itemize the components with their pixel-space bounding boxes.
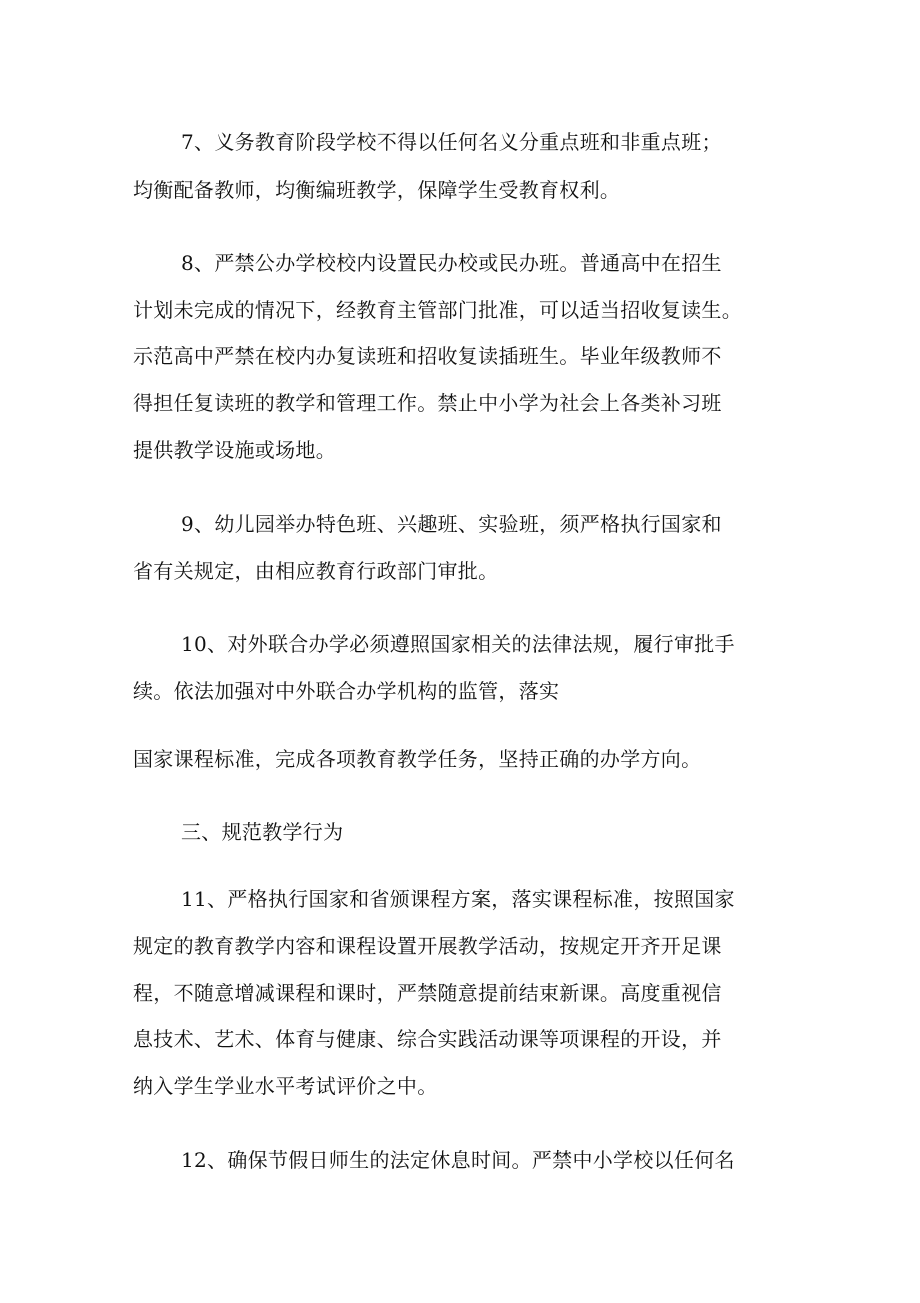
text-line: 程，不随意增减课程和课时，严禁随意提前结束新课。高度重视信 — [133, 981, 722, 1005]
text-line: 续。依法加强对中外联合办学机构的监管，落实 — [133, 679, 560, 703]
text-line: 8、严禁公办学校校内设置民办校或民办班。普通高中在招生 — [181, 251, 722, 275]
text-line: 11、严格执行国家和省颁课程方案，落实课程标准，按照国家 — [181, 887, 735, 911]
text-line: 均衡配备教师，均衡编班教学，保障学生受教育权利。 — [133, 178, 621, 202]
text-line: 提供教学设施或场地。 — [133, 438, 336, 462]
text-line: 9、幼儿园举办特色班、兴趣班、实验班，须严格执行国家和 — [181, 512, 722, 536]
text-line: 省有关规定，由相应教育行政部门审批。 — [133, 559, 499, 583]
text-line: 10、对外联合办学必须遵照国家相关的法律法规，履行审批手 — [181, 632, 735, 656]
text-line: 示范高中严禁在校内办复读班和招收复读插班生。毕业年级教师不 — [133, 344, 722, 368]
text-line: 计划未完成的情况下，经教育主管部门批准，可以适当招收复读生。 — [133, 298, 742, 322]
text-line: 7、义务教育阶段学校不得以任何名义分重点班和非重点班； — [181, 130, 722, 154]
text-line: 息技术、艺术、体育与健康、综合实践活动课等项课程的开设，并 — [133, 1027, 722, 1051]
section-title: 三、规范教学行为 — [181, 820, 344, 844]
text-line: 得担任复读班的教学和管理工作。禁止中小学为社会上各类补习班 — [133, 391, 722, 415]
text-line: 国家课程标准，完成各项教育教学任务，坚持正确的办学方向。 — [133, 747, 702, 771]
text-line: 12、确保节假日师生的法定休息时间。严禁中小学校以任何名 — [181, 1148, 735, 1172]
text-line: 纳入学生学业水平考试评价之中。 — [133, 1074, 438, 1098]
text-line: 规定的教育教学内容和课程设置开展教学活动，按规定开齐开足课 — [133, 934, 722, 958]
